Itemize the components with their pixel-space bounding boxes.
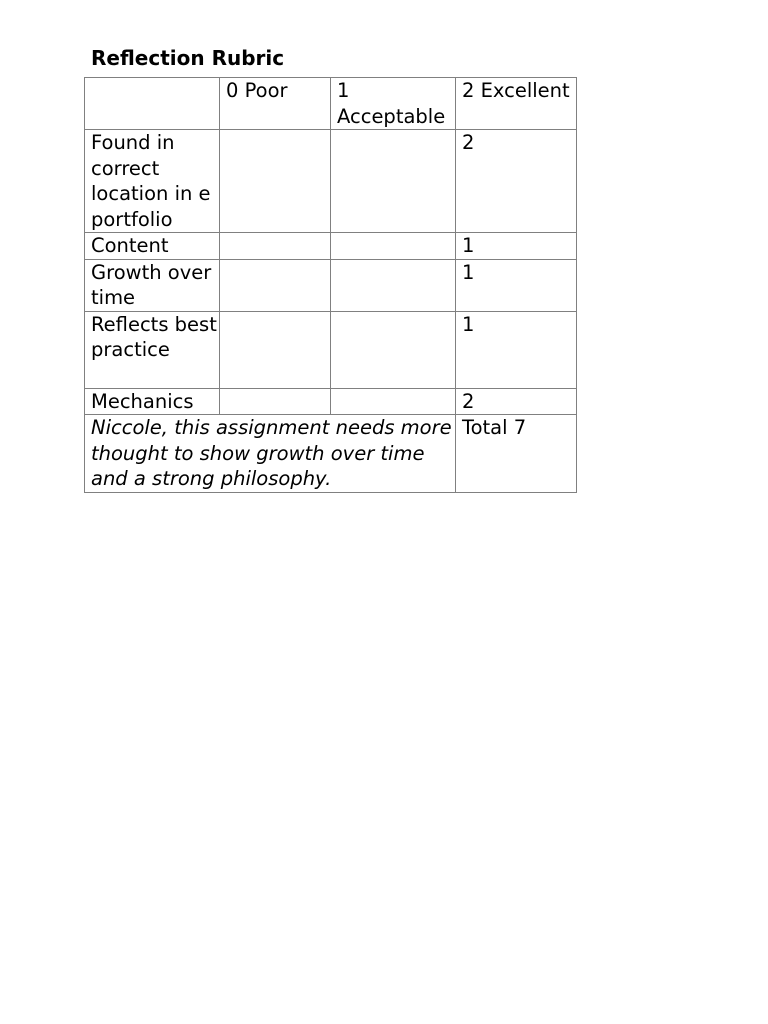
rubric-title: Reflection Rubric <box>91 46 285 70</box>
header-empty-cell <box>85 78 220 130</box>
acceptable-score-cell <box>331 311 456 388</box>
poor-score-cell <box>220 130 331 233</box>
acceptable-score-cell <box>331 388 456 415</box>
excellent-score-cell: 2 <box>456 388 577 415</box>
header-row <box>85 78 577 130</box>
table-row <box>85 233 577 260</box>
table-row <box>85 259 577 311</box>
excellent-score-cell: 1 <box>456 311 577 388</box>
poor-score-cell <box>220 233 331 260</box>
header-acceptable: 1 Acceptable <box>331 78 456 130</box>
poor-score-cell <box>220 388 331 415</box>
poor-score-cell <box>220 311 331 388</box>
total-score: Total 7 <box>456 415 577 493</box>
table-row <box>85 311 577 388</box>
teacher-comment: Niccole, this assignment needs more thought to show growth over time and a strong philosophy. <box>85 415 456 493</box>
criterion-cell: Growth over time <box>85 259 220 311</box>
criterion-cell: Reflects best practice <box>85 311 220 388</box>
header-excellent: 2 Excellent <box>456 78 577 130</box>
rubric-table <box>84 77 577 493</box>
comment-row <box>85 415 577 493</box>
excellent-score-cell: 2 <box>456 130 577 233</box>
excellent-score-cell: 1 <box>456 233 577 260</box>
criterion-cell: Mechanics <box>85 388 220 415</box>
criterion-cell: Content <box>85 233 220 260</box>
criterion-cell: Found in correct location in e portfolio <box>85 130 220 233</box>
poor-score-cell <box>220 259 331 311</box>
acceptable-score-cell <box>331 130 456 233</box>
header-poor: 0 Poor <box>220 78 331 130</box>
table-row <box>85 130 577 233</box>
acceptable-score-cell <box>331 259 456 311</box>
acceptable-score-cell <box>331 233 456 260</box>
table-row <box>85 388 577 415</box>
excellent-score-cell: 1 <box>456 259 577 311</box>
